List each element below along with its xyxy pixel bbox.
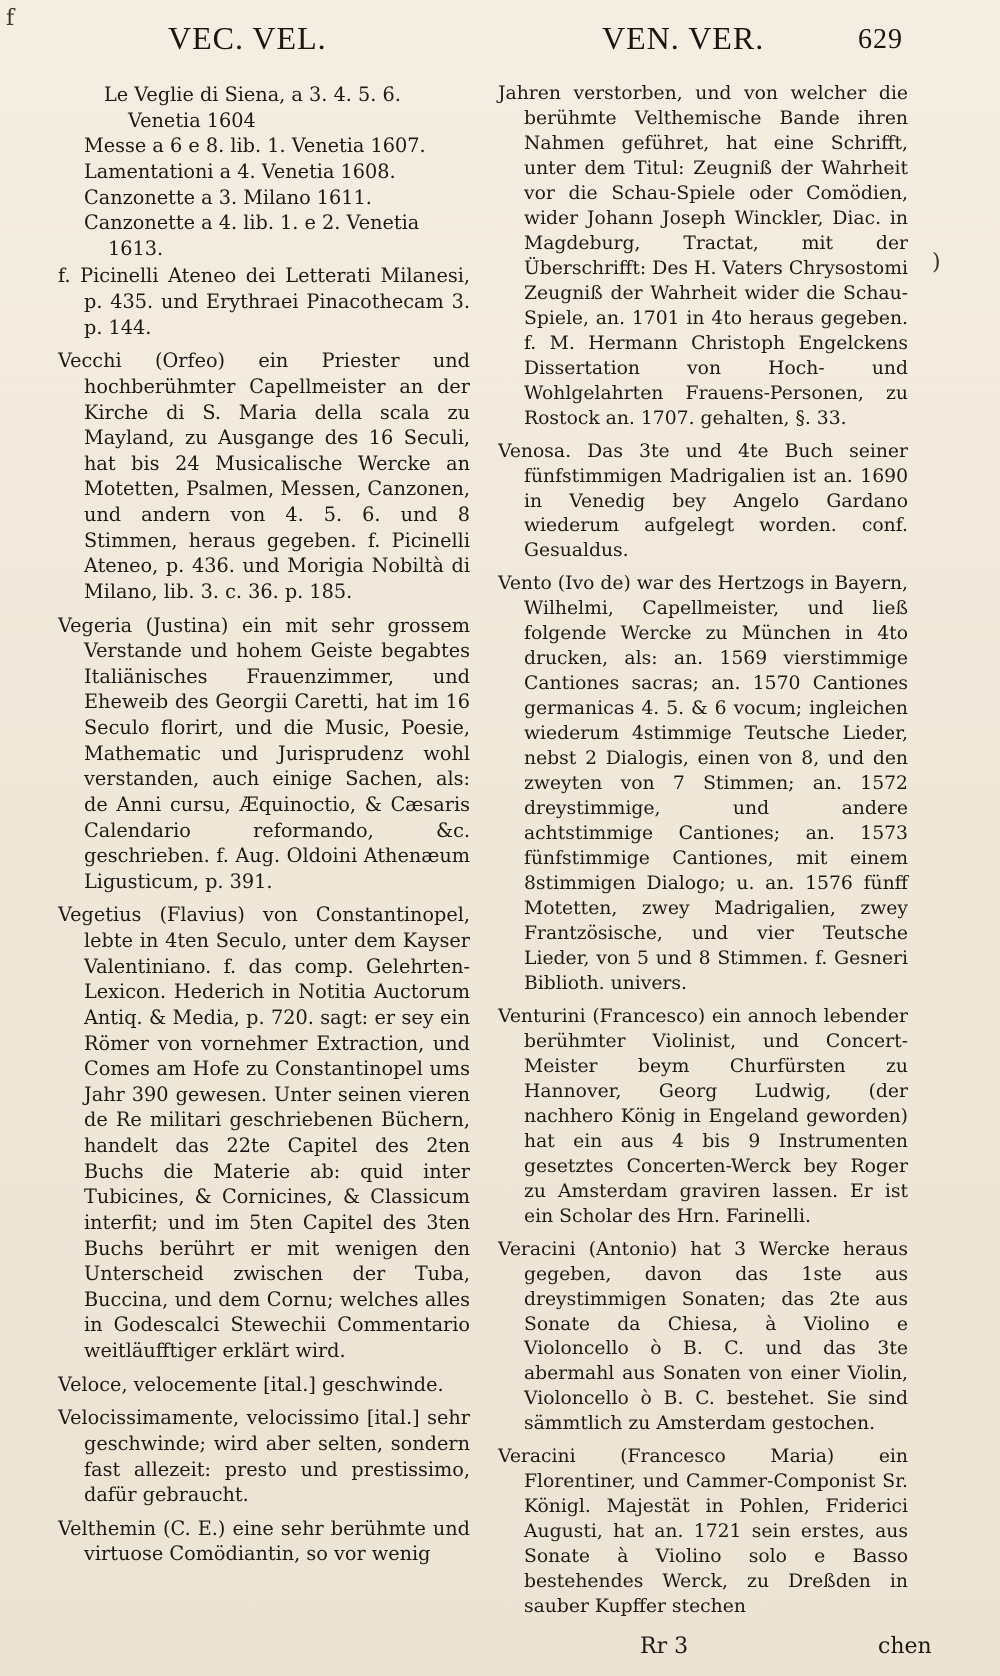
work-line: Canzonette a 3. Milano 1611. xyxy=(84,185,372,209)
signature-mark: Rr 3 xyxy=(640,1634,689,1659)
entry-vegeria: Vegeria (Justina) ein mit sehr grossem Verstande und hohem Geiste begabtes Italiänisches Frauenzimmer, und Eheweib des Georgii Caretti, hat im 16 Seculo florirt, und die Music, Poesie, Mathematic und Jurisprudenz wohl verstanden, auch einige Sachen, als: de Anni cursu, Æquinoctio, & Cæsaris Calendario reformando, &c. geschrieben. f. Aug. Oldoini Athenæum Ligusticum, p. 391. xyxy=(58,613,470,893)
entry-vecchi: Vecchi (Orfeo) ein Priester und hochberühmter Capellmeister an der Kirche di S. Maria della scala zu Mayland, zu Ausgange des 16 Seculi, hat bis 24 Musicalische Wercke an Motetten, Psalmen, Messen, Canzonen, und andern von 4. 5. 6. und 8 Stimmen, heraus gegeben. f. Picinelli Ateneo, p. 436. und Morigia Nobiltà di Milano, lib. 3. c. 36. p. 185. xyxy=(58,349,470,603)
work-line: Le Veglie di Siena, a 3. 4. 5. 6. Venetia 1604 xyxy=(104,83,401,132)
margin-mark-right: ) xyxy=(932,250,941,275)
left-column xyxy=(58,82,470,1575)
reference-note: f. Picinelli Ateneo dei Letterati Milanesi, p. 435. und Erythraei Pinacothecam 3. p. 144. xyxy=(58,264,470,339)
work-line: Lamentationi a 4. Venetia 1608. xyxy=(84,159,396,183)
entry-venosa: Venosa. Das 3te und 4te Buch seiner fünfstimmigen Madrigalien ist an. 1690 in Venedig bey Angelo Gardano wiederum aufgelegt worden. conf. Gesualdus. xyxy=(498,440,908,562)
entry-veloce: Veloce, velocemente [ital.] geschwinde. xyxy=(58,1372,444,1396)
entry-velocissimamente: Velocissimamente, velocissimo [ital.] sehr geschwinde; wird aber selten, sondern fast allezeit: presto und prestissimo, dafür gebraucht. xyxy=(58,1406,470,1507)
work-line: Messe a 6 e 8. lib. 1. Venetia 1607. xyxy=(84,134,426,158)
entry-venturini: Venturini (Francesco) ein annoch lebender berühmter Violinist, und Concert-Meister beym Churfürsten zu Hannover, Georg Ludwig, (der nachhero König in Engeland geworden) hat ein aus 4 bis 9 Instrumenten gesetztes Concerten-Werck bey Roger zu Amsterdam graviren lassen. Er ist ein Scholar des Hrn. Farinelli. xyxy=(498,1005,908,1227)
catchword: chen xyxy=(878,1634,932,1659)
vecchi-works-list xyxy=(58,82,470,261)
entry-veracini-antonio: Veracini (Antonio) hat 3 Wercke heraus gegeben, davon das 1ste aus dreystimmigen Sonaten; das 2te aus Sonate da Chiesa, à Violino e Violoncello ò B. C. und das 3te abermahl aus Sonaten von einer Violin, Violoncello ò B. C. bestehet. Sie sind sämmtlich zu Amsterdam gestochen. xyxy=(498,1238,908,1435)
page-number: 629 xyxy=(858,24,903,55)
entry-vento: Vento (Ivo de) war des Hertzogs in Bayern, Wilhelmi, Capellmeister, und ließ folgende Wercke zu München in 4to drucken, als: an. 1569 vierstimmige Cantiones sacras; an. 1570 Cantiones germanicas 4. 5. & 6 vocum; ingleichen wiederum 4stimmige Teutsche Lieder, nebst 2 Dialogis, einen von 8, und den zweyten von 7 Stimmen; an. 1572 dreystimmige, und andere achtstimmige Cantiones; an. 1573 fünfstimmige Cantiones, mit einem 8stimmigen Dialogo; u. an. 1576 fünff Motetten, zwey Madrigalien, zwey Frantzösische, und vier Teutsche Lieder, von 5 und 8 Stimmen. f. Gesneri Biblioth. univers. xyxy=(498,573,908,994)
entry-veracini-francesco: Veracini (Francesco Maria) ein Florentiner, und Cammer-Componist Sr. Königl. Majestät in Pohlen, Friderici Augusti, hat an. 1721 sein erstes, aus Sonate à Violino solo e Basso bestehendes Werck, zu Dreßden in sauber Kupffer stechen xyxy=(498,1446,908,1618)
running-head-left: VEC. VEL. xyxy=(168,20,327,56)
running-head-right: VEN. VER. xyxy=(602,20,765,56)
work-line: Canzonette a 4. lib. 1. e 2. Venetia 1613. xyxy=(84,211,420,260)
right-column xyxy=(498,82,908,1628)
entry-vegetius: Vegetius (Flavius) von Constantinopel, lebte in 4ten Seculo, unter dem Kayser Valentiniano. f. das comp. Gelehrten-Lexicon. Hederich in Notitia Auctorum Antiq. & Media, p. 720. sagt: er sey ein Römer von vornehmer Extraction, und Comes am Hofe zu Constantinopel ums Jahr 390 gewesen. Unter seinen vieren de Re militari geschriebenen Büchern, handelt das 22te Capitel des 2ten Buchs die Materie ab: quid inter Tubicines, & Cornicines, & Classicum interfit; und im 5ten Capitel des 3ten Buchs berührt er mit wenigen den Unterscheid zwischen der Tuba, Buccina, und dem Cornu; welches alles in Godescalci Stewechii Commentario weitläufftiger erklärt wird. xyxy=(58,903,470,1362)
margin-mark-left: f xyxy=(6,6,15,31)
entry-velthemin: Velthemin (C. E.) eine sehr berühmte und virtuose Comödiantin, so vor wenig xyxy=(58,1516,470,1566)
entry-velthemin-continued: Jahren verstorben, und von welcher die berühmte Velthemische Bande ihren Nahmen geführet, hat eine Schrifft, unter dem Titul: Zeugniß der Wahrheit vor die Schau-Spiele oder Comödien, wider Johann Joseph Winckler, Diac. in Magdeburg, Tractat, mit der Überschrifft: Des H. Vaters Chrysostomi Zeugniß der Wahrheit wider die Schau-Spiele, an. 1701 in 4to heraus gegeben. f. M. Hermann Christoph Engelckens Dissertation von Hoch- und Wohlgelahrten Frauens-Personen, zu Rostock an. 1707. gehalten, §. 33. xyxy=(498,83,908,429)
